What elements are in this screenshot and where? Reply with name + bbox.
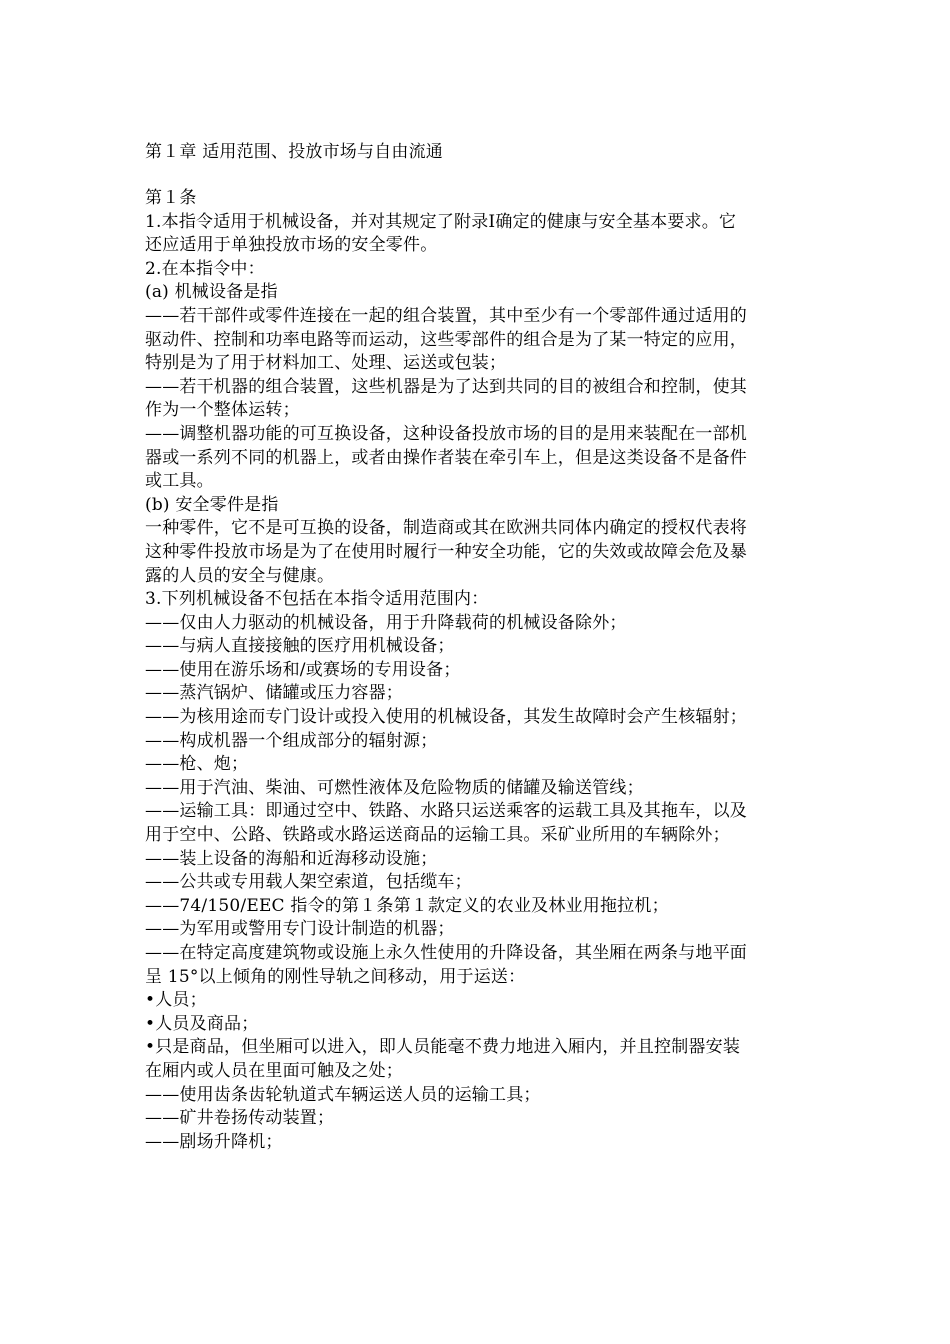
text-line: ——仅由人力驱动的机械设备，用于升降载荷的机械设备除外； bbox=[145, 612, 627, 633]
text-line: ——若干部件或零件连接在一起的组合装置，其中至少有一个零部件通过适用的 bbox=[145, 305, 747, 326]
text-line: 3.下列机械设备不包括在本指令适用范围内： bbox=[145, 589, 489, 610]
text-line: 露的人员的安全与健康。 bbox=[145, 565, 335, 586]
text-line: ——用于汽油、柴油、可燃性液体及危险物质的储罐及输送管线； bbox=[145, 777, 644, 798]
text-line: ——在特定高度建筑物或设施上永久性使用的升降设备，其坐厢在两条与地平面 bbox=[145, 943, 747, 963]
text-line: ——蒸汽锅炉、储罐或压力容器； bbox=[145, 683, 403, 704]
text-line: ——为核用途而专门设计或投入使用的机械设备，其发生故障时会产生核辐射； bbox=[145, 707, 747, 728]
text-line: ——为军用或警用专门设计制造的机器； bbox=[145, 919, 455, 940]
article-text bbox=[145, 211, 813, 1155]
text-line: 作为一个整体运转； bbox=[145, 400, 300, 421]
text-line: 或工具。 bbox=[145, 471, 214, 492]
text-line: 一种零件，它不是可互换的设备，制造商或其在欧洲共同体内确定的授权代表将 bbox=[145, 518, 747, 539]
text-line: ——与病人直接接触的医疗用机械设备； bbox=[145, 636, 455, 657]
text-line: •人员及商品； bbox=[145, 1013, 259, 1034]
article-title: 第１条 bbox=[145, 188, 197, 208]
text-line: ——使用在游乐场和/或赛场的专用设备； bbox=[145, 659, 461, 680]
text-line: ——运输工具：即通过空中、铁路、水路只运送乘客的运载工具及其拖车，以及 bbox=[145, 801, 747, 822]
text-line: (a) 机械设备是指 bbox=[145, 282, 278, 303]
text-line: ——枪、炮； bbox=[145, 754, 249, 775]
text-line: ——若干机器的组合装置，这些机器是为了达到共同的目的被组合和控制，使其 bbox=[145, 376, 747, 397]
text-line: 特别是为了用于材料加工、处理、运送或包装； bbox=[145, 353, 507, 374]
text-line: (b) 安全零件是指 bbox=[145, 494, 279, 515]
text-line: 器或一系列不同的机器上，或者由操作者装在牵引车上，但是这类设备不是备件 bbox=[145, 447, 747, 468]
text-line: ——使用齿条齿轮轨道式车辆运送人员的运输工具； bbox=[145, 1084, 541, 1105]
text-line: 还应适用于单独投放市场的安全零件。 bbox=[145, 235, 438, 256]
chapter-title: 第１章 适用范围、投放市场与自由流通 bbox=[145, 142, 444, 162]
text-line: ——构成机器一个组成部分的辐射源； bbox=[145, 730, 438, 751]
text-line: ——公共或专用载人架空索道，包括缆车； bbox=[145, 872, 472, 893]
text-line: •人员； bbox=[145, 990, 207, 1011]
text-line: ——调整机器功能的可互换设备，这种设备投放市场的目的是用来装配在一部机 bbox=[145, 423, 747, 444]
document-body bbox=[145, 140, 813, 1154]
text-line: ——剧场升降机； bbox=[145, 1131, 283, 1152]
text-line: 呈 15°以上倾角的刚性导轨之间移动，用于运送： bbox=[145, 966, 526, 987]
text-line: 2.在本指令中： bbox=[145, 258, 265, 279]
text-line: 这种零件投放市场是为了在使用时履行一种安全功能，它的失效或故障会危及暴 bbox=[145, 541, 747, 562]
text-line: ——74/150/EEC 指令的第１条第１款定义的农业及林业用拖拉机； bbox=[145, 895, 669, 916]
text-line: 1.本指令适用于机械设备，并对其规定了附录Ⅰ确定的健康与安全基本要求。它 bbox=[145, 211, 737, 232]
text-line: •只是商品，但坐厢可以进入，即人员能毫不费力地进入厢内，并且控制器安装 bbox=[145, 1037, 741, 1058]
text-line: 在厢内或人员在里面可触及之处； bbox=[145, 1060, 403, 1081]
text-line: 驱动件、控制和功率电路等而运动，这些零部件的组合是为了某一特定的应用， bbox=[145, 329, 747, 350]
text-line: ——装上设备的海船和近海移动设施； bbox=[145, 848, 438, 869]
text-line: ——矿井卷扬传动装置； bbox=[145, 1108, 335, 1129]
text-line: 用于空中、公路、铁路或水路运送商品的运输工具。采矿业所用的车辆除外； bbox=[145, 825, 730, 846]
